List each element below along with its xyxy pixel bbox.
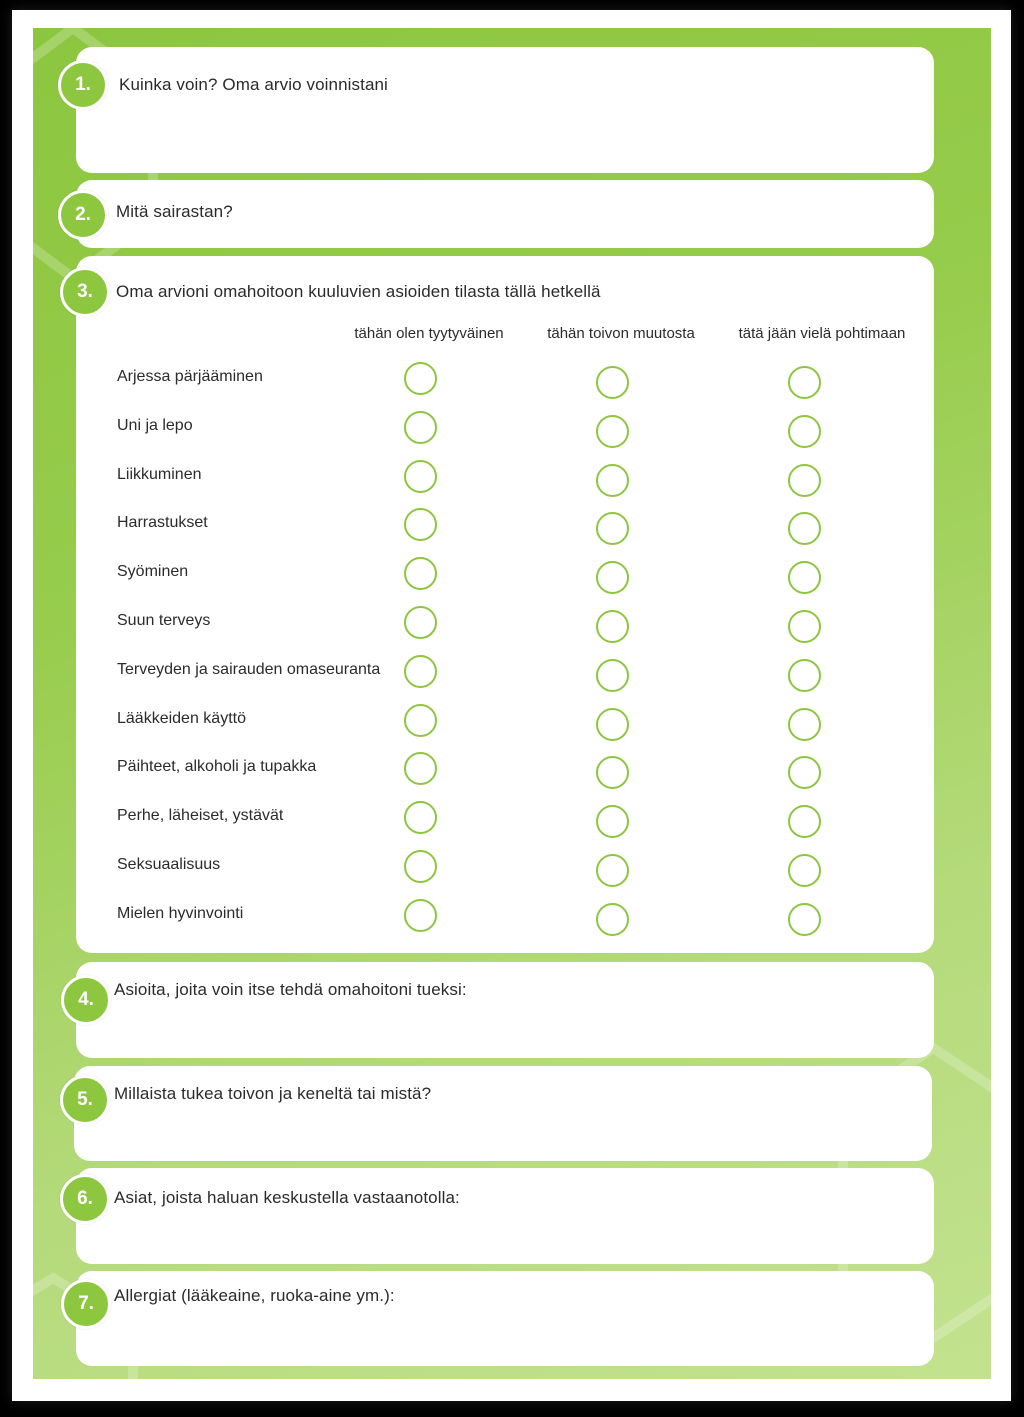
assessment-row-label: Harrastukset bbox=[117, 514, 208, 532]
section-3-card bbox=[76, 256, 934, 953]
assessment-row-label: Päihteet, alkoholi ja tupakka bbox=[117, 758, 317, 776]
assessment-row-label: Syöminen bbox=[117, 563, 189, 581]
radio-circle-satisfied[interactable] bbox=[404, 704, 437, 737]
assessment-row-label: Liikkuminen bbox=[117, 465, 202, 483]
radio-circle-satisfied[interactable] bbox=[404, 362, 437, 395]
section-6-title: Asiat, joista haluan keskustella vastaanotolla: bbox=[114, 1188, 460, 1207]
section-7-number-badge: 7. bbox=[61, 1279, 111, 1329]
radio-circle-satisfied[interactable] bbox=[404, 460, 437, 493]
radio-circle-will-consider[interactable] bbox=[788, 659, 821, 692]
radio-circle-will-consider[interactable] bbox=[788, 903, 821, 936]
column-header-want-change: tähän toivon muutosta bbox=[547, 325, 695, 342]
section-1-card[interactable] bbox=[76, 47, 934, 173]
radio-circle-want-change[interactable] bbox=[596, 708, 629, 741]
section-3-title: Oma arvioni omahoitoon kuuluvien asioiden tilasta tällä hetkellä bbox=[116, 282, 601, 301]
radio-circle-will-consider[interactable] bbox=[788, 854, 821, 887]
radio-circle-satisfied[interactable] bbox=[404, 606, 437, 639]
assessment-row-label: Arjessa pärjääminen bbox=[117, 368, 263, 385]
radio-circle-want-change[interactable] bbox=[596, 854, 629, 887]
radio-circle-satisfied[interactable] bbox=[404, 557, 437, 590]
column-header-will-consider: tätä jään vielä pohtimaan bbox=[738, 325, 906, 342]
section-6-card[interactable] bbox=[76, 1168, 934, 1264]
assessment-row-label: Lääkkeiden käyttö bbox=[117, 709, 246, 727]
radio-circle-want-change[interactable] bbox=[596, 805, 629, 838]
radio-circle-satisfied[interactable] bbox=[404, 801, 437, 834]
radio-circle-will-consider[interactable] bbox=[788, 464, 821, 497]
assessment-row-label: Terveyden ja sairauden omaseuranta bbox=[117, 660, 381, 678]
radio-circle-want-change[interactable] bbox=[596, 415, 629, 448]
radio-circle-will-consider[interactable] bbox=[788, 415, 821, 448]
section-4-title: Asioita, joita voin itse tehdä omahoitoni tueksi: bbox=[114, 980, 467, 999]
radio-circle-will-consider[interactable] bbox=[788, 366, 821, 399]
radio-circle-want-change[interactable] bbox=[596, 903, 629, 936]
radio-circle-satisfied[interactable] bbox=[404, 655, 437, 688]
column-header-satisfied: tähän olen tyytyväinen bbox=[354, 325, 504, 342]
section-1-title: Kuinka voin? Oma arvio voinnistani bbox=[119, 75, 388, 94]
radio-circle-will-consider[interactable] bbox=[788, 805, 821, 838]
radio-circle-want-change[interactable] bbox=[596, 610, 629, 643]
radio-circle-will-consider[interactable] bbox=[788, 561, 821, 594]
assessment-row-label: Perhe, läheiset, ystävät bbox=[117, 807, 284, 825]
section-2-number-badge: 2. bbox=[58, 190, 108, 240]
assessment-row-label: Suun terveys bbox=[117, 612, 211, 629]
assessment-row-label: Mielen hyvinvointi bbox=[117, 904, 244, 922]
section-2-title: Mitä sairastan? bbox=[116, 202, 233, 221]
section-4-card[interactable] bbox=[76, 962, 934, 1058]
section-1-number-badge: 1. bbox=[58, 60, 108, 110]
section-7-title: Allergiat (lääkeaine, ruoka-aine ym.): bbox=[114, 1286, 395, 1305]
section-5-title: Millaista tukea toivon ja keneltä tai mistä? bbox=[114, 1084, 432, 1103]
radio-circle-satisfied[interactable] bbox=[404, 411, 437, 444]
radio-circle-want-change[interactable] bbox=[596, 366, 629, 399]
radio-circle-satisfied[interactable] bbox=[404, 850, 437, 883]
radio-circle-will-consider[interactable] bbox=[788, 610, 821, 643]
radio-circle-satisfied[interactable] bbox=[404, 899, 437, 932]
assessment-row-label: Seksuaalisuus bbox=[117, 856, 221, 873]
radio-circle-want-change[interactable] bbox=[596, 659, 629, 692]
section-3-number-badge: 3. bbox=[60, 267, 110, 317]
section-5-number-badge: 5. bbox=[60, 1075, 110, 1125]
section-4-number-badge: 4. bbox=[61, 975, 111, 1025]
radio-circle-will-consider[interactable] bbox=[788, 708, 821, 741]
radio-circle-want-change[interactable] bbox=[596, 464, 629, 497]
radio-circle-want-change[interactable] bbox=[596, 561, 629, 594]
section-5-card[interactable] bbox=[74, 1066, 932, 1161]
assessment-row-label: Uni ja lepo bbox=[117, 416, 193, 434]
section-6-number-badge: 6. bbox=[60, 1174, 110, 1224]
